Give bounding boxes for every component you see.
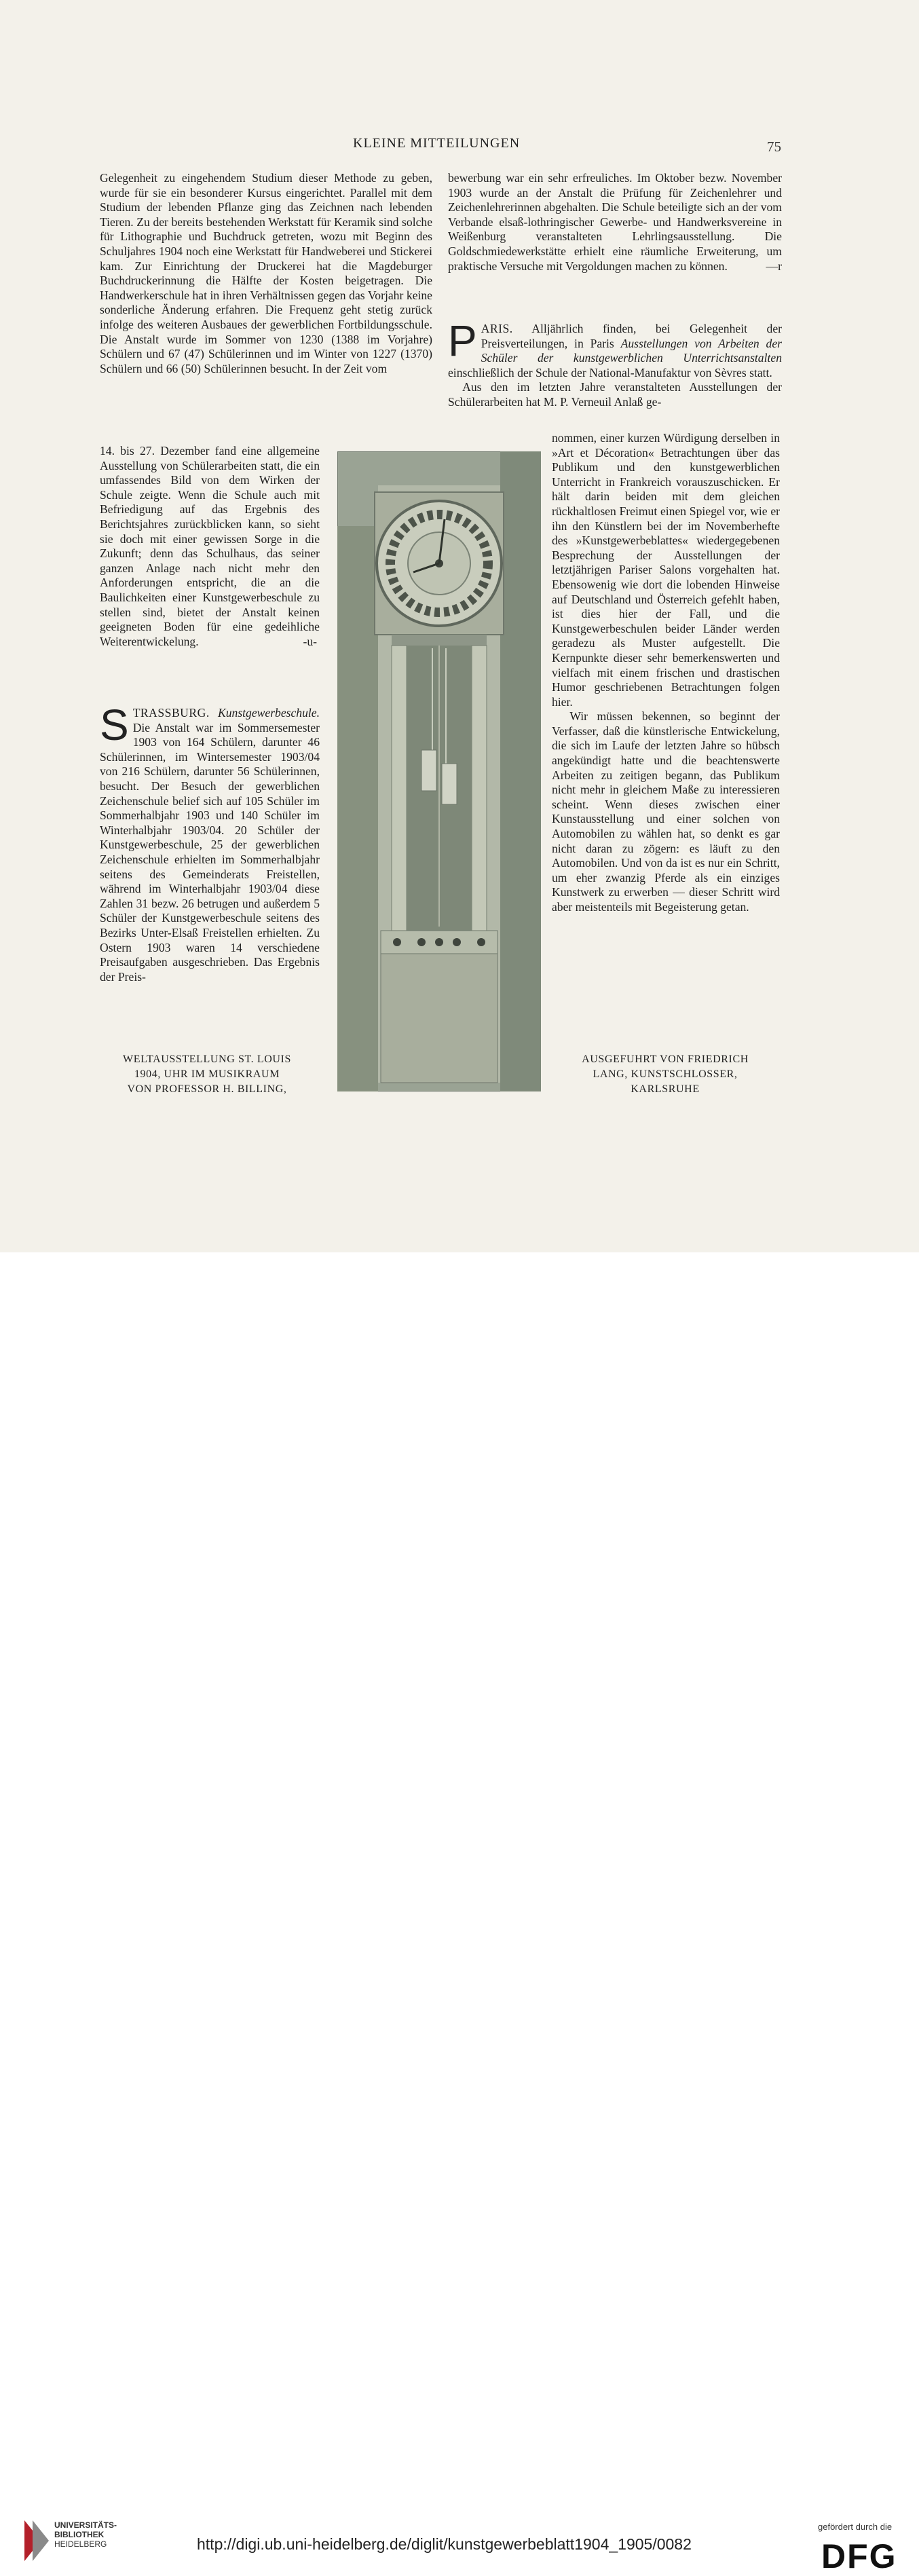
page-number: 75 — [767, 138, 781, 155]
library-line-2: BIBLIOTHEK — [54, 2530, 105, 2539]
caption-left-line-2: 1904, UHR IM MUSIKRAUM — [134, 1068, 280, 1080]
paris-text-a: Alljährlich finden, bei Gelegenheit der Preisverteilungen, in Paris — [481, 322, 782, 350]
library-line-1: UNIVERSITÄTS- — [54, 2520, 117, 2530]
left-paragraph-1: Gelegenheit zu eingehendem Studium dieser Methode zu geben, wurde für sie ein besonderer Kursus eingerichtet. Parallel mit dem Studium der lebenden Pflanze ging das Zeichnen nach lebenden Tieren. Zu der bereits bestehenden Werkstatt für Keramik sind solche für Lithographie und Buchdruck getreten, wozu mit Beginn des Schuljahres 1904 noch eine Werkstatt für Handweberei und Stickerei kam. Zur Einrichtung der Druckerei hat die Magdeburger Buchdruckerinnung die Hälfte der Kosten beigetragen. Die Handwerkerschule hat in ihren Verhältnissen gegen das Vorjahr keine sonderliche Änderung erfahren. Die Frequenz geht stetig zurück infolge des weiteren Ausbaues der gewerblichen Fortbildungsschule. Die Anstalt wurde im Sommer von 1230 (1388 im Vorjahre) Schülern und 67 (47) Schülerinnen und im Winter von 1227 (1370) Schülern und 66 (50) Schülerinnen besucht. In der Zeit vom — [100, 171, 432, 375]
clock-weight-right — [442, 764, 457, 804]
left-paragraph-1b: 14. bis 27. Dezember fand eine allgemeine Ausstellung von Schülerarbeiten statt, die ein umfassendes Bild von dem Wirken der Schule zeigte. Wenn die Schule auch mit Befriedigung auf das Ergebnis des Berichtsjahres zurückblicken kann, so sieht sie doch mit einer gewissen Sorge in die Zukunft; denn das Schulhaus, das seiner ganzen Anlage nach nicht mehr den Anforderungen entspricht, die an die Baulichkeiten einer Kunstgewerbeschule zu stellen sind, bietet der Anstalt keinen geeigneten Boden für eine gedeihliche Weiterentwickelung. — [100, 444, 320, 648]
caption-left — [95, 1052, 319, 1097]
paris-article — [448, 316, 782, 410]
dropcap-p: P — [448, 316, 477, 365]
scanned-page — [0, 0, 919, 1252]
strassburg-body: Die Anstalt war im Sommersemester 1903 von 164 Schülern, darunter 46 Schülerinnen, im Wintersemester 1903/04 von 216 Schülern, darunter 56 Schülerinnen, besucht. Der Besuch der gewerblichen Zeichenschule belief sich auf 105 Schüler im Sommerhalbjahr 1903 und 140 Schüler im Winterhalbjahr 1903/04. 20 Schüler der Kunstgewerbeschule, 25 der gewerblichen Zeichenschule erhielten im Sommerhalbjahr seitens des Gemeinderats Freistellen, während im Winterhalbjahr 1903/04 diese Zahlen 31 bezw. 26 betrugen und außerdem 5 Schüler der Kunstgewerbeschule seitens des Bezirks Unter-Elsaß Freistellen erhielten. Zu Ostern 1903 waren 14 verschiedene Preisaufgaben ausgeschrieben. Das Ergebnis der Preis- — [100, 720, 320, 984]
clock-base — [381, 954, 498, 1083]
caption-left-line-1: WELTAUSSTELLUNG ST. LOUIS — [123, 1053, 291, 1065]
paris-text-b: einschließlich der Schule der National-Manufaktur von Sèvres statt. — [448, 365, 772, 379]
running-header: KLEINE MITTEILUNGEN — [353, 136, 521, 151]
dropcap-s: S — [100, 701, 129, 749]
clock-weight-left — [421, 750, 436, 791]
right-paragraph-1: bewerbung war ein sehr erfreuliches. Im Oktober bezw. November 1903 wurde an der Anstalt die Prüfung für Zeichenlehrer und Zeichenlehrerinnen abgehalten. Die Schule beteiligte sich an der vom Verbande elsaß-lothringischer Gewerbe- und Handwerksvereine in Weißenburg veranstalteten Lehrlingsausstellung. Die Goldschmiedewerkstätte erhielt eine räumliche Erweiterung, um praktische Versuche mit Vergoldungen machen zu können. — [448, 171, 782, 273]
clock-left-post — [392, 646, 407, 931]
university-library-logo-icon — [24, 2520, 49, 2561]
signature-u: -u- — [303, 634, 317, 648]
digitization-footer — [0, 1252, 919, 2575]
strassburg-italic: Kunstgewerbeschule. — [217, 706, 320, 720]
right-paragraph-2b: nommen, einer kurzen Würdigung derselben in »Art et Décoration« Betrachtungen über das Publikum und den kunstgewerblichen Unterricht in Frankreich vorauszuschicken. Er hält darin beiden mit dem gleichen rückhaltlosen Freimut einen Spiegel vor, wie er ihn den Künstlern bei der im Novemberhefte des »Kunstgewerbeblattes« wiedergegebenen Besprechung der Ausstellungen der letztjährigen Pariser Salons vorgehalten hat. Ebensowenig wie dort die lobenden Hinweise auf Deutschland und Österreich gefehlt haben, ist dies hier der Fall, und die Kunstgewerbeschulen beider Länder werden geradezu als Muster aufgestellt. Die Kernpunkte dieser sehr bemerkenswerten und vielfach mit einem frischen und drastischen Humor geschriebenen Betrachtungen folgen hier. — [552, 431, 780, 709]
signature-r: —r — [766, 259, 782, 273]
strassburg-heading: TRASSBURG. — [132, 706, 210, 720]
funding-note: gefördert durch die — [818, 2522, 893, 2532]
source-url-link[interactable]: http://digi.ub.uni-heidelberg.de/diglit/kunstgewerbeblatt1904_1905/0082 — [197, 2535, 692, 2553]
paris-heading: ARIS. — [481, 322, 513, 335]
caption-left-line-3: VON PROFESSOR H. BILLING, — [127, 1083, 287, 1095]
clock-photograph — [337, 451, 541, 1091]
strassburg-article — [100, 701, 320, 984]
left-column-intro — [100, 171, 432, 376]
caption-right-line-1: AUSGEFUHRT VON FRIEDRICH — [582, 1053, 749, 1065]
library-line-3: HEIDELBERG — [54, 2539, 107, 2549]
right-column-narrow — [552, 431, 780, 915]
right-paragraph-2a: Aus den im letzten Jahre veranstalteten Ausstellungen der Schülerarbeiten hat M. P. Verneuil Anlaß ge- — [448, 380, 782, 409]
dfg-logo: DFG — [821, 2537, 897, 2575]
caption-right — [553, 1052, 777, 1097]
paris-italic: Ausstellungen von Arbeiten der Schüler der kunstgewerblichen Unterrichtsanstalten — [481, 336, 782, 365]
library-name — [54, 2520, 117, 2549]
right-column-intro — [448, 171, 782, 274]
clock-right-post — [472, 646, 487, 931]
right-paragraph-3: Wir müssen bekennen, so beginnt der Verfasser, daß die künstlerische Entwickelung, die sich im Laufe der letzten Jahre so hübsch angekündigt hatte und die beachtenswerte Arbeiten zu zeitigen begann, das Publikum nicht mehr in gleichem Maße zu interessieren scheint. Wenn dieses zwischen einer Kunstausstellung und einer solchen von Automobilen zu wählen hat, so denkt es gar nicht daran zu zögern: es läuft zu den Automobilen. Und von da ist es nur ein Schritt, um eher zwanzig Pferde als ein einziges Kunstwerk zu erwerben — dieser Schritt wird aber meistenteils mit Begeisterung getan. — [552, 709, 780, 914]
left-column-narrow — [100, 444, 320, 649]
caption-right-line-3: KARLSRUHE — [631, 1083, 700, 1095]
caption-right-line-2: LANG, KUNSTSCHLOSSER, — [593, 1068, 738, 1080]
